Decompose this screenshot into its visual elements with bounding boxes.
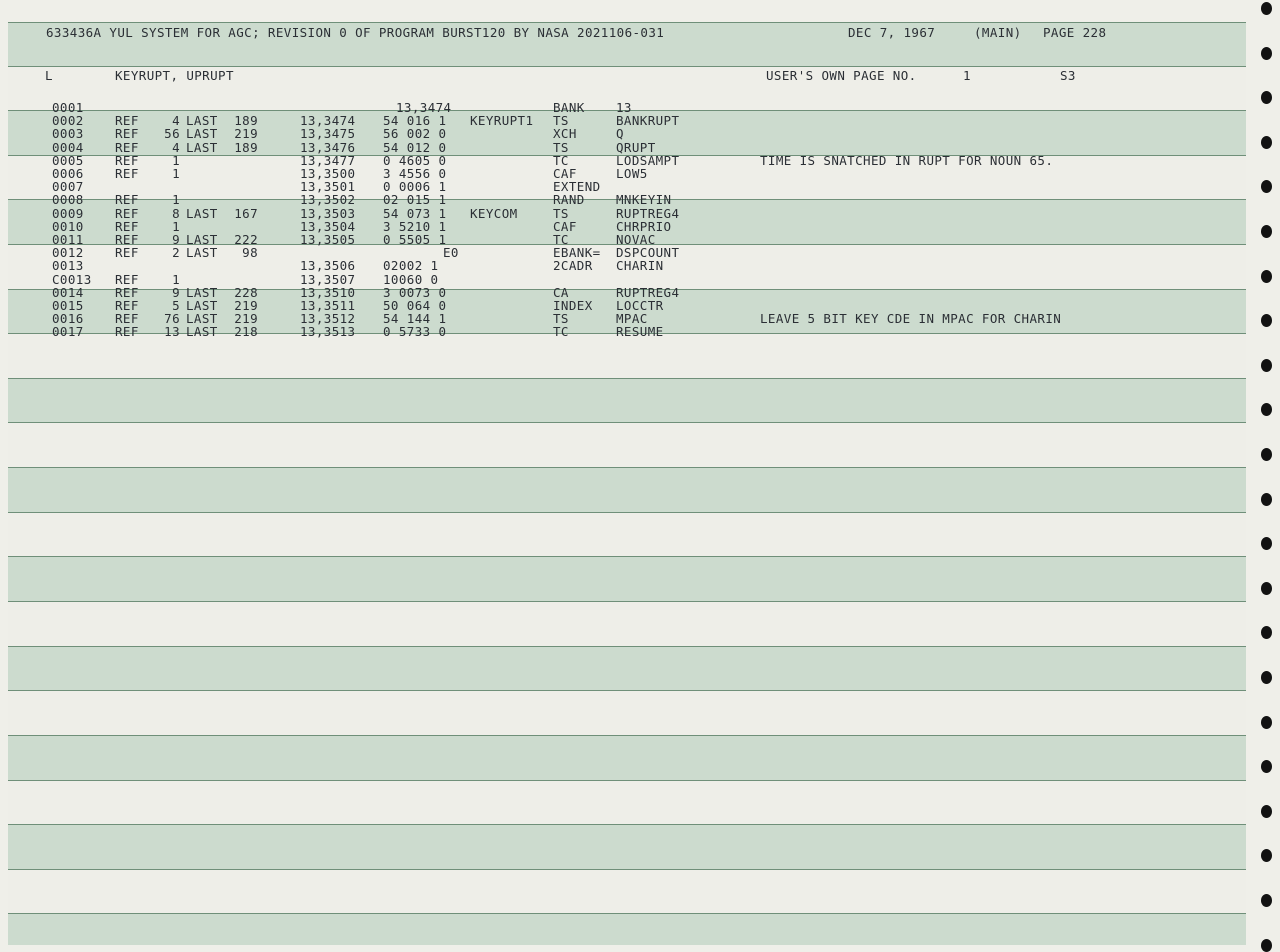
ref-count: 56 bbox=[164, 126, 180, 142]
feed-hole bbox=[1261, 180, 1272, 193]
line-sequence: 0005 bbox=[52, 152, 84, 168]
octal-word: 3 4556 0 bbox=[383, 166, 447, 181]
opcode: TC bbox=[553, 232, 569, 247]
paper-band bbox=[8, 780, 1246, 825]
operand: LOCCTR bbox=[616, 298, 664, 313]
ref-label: REF bbox=[115, 152, 139, 168]
operand: DSPCOUNT bbox=[616, 245, 680, 261]
feed-hole bbox=[1261, 894, 1272, 907]
opcode: TS bbox=[553, 139, 569, 155]
opcode: TS bbox=[553, 205, 569, 221]
last-label: LAST bbox=[186, 298, 218, 313]
listing-row bbox=[8, 207, 1246, 220]
feed-hole bbox=[1261, 136, 1272, 149]
feed-hole bbox=[1261, 671, 1272, 684]
last-page: 189 bbox=[234, 113, 258, 129]
header-page: PAGE 228 bbox=[1043, 25, 1107, 40]
paper-band bbox=[8, 869, 1246, 914]
line-sequence: C0013 bbox=[52, 271, 92, 287]
octal-word: 0 4605 0 bbox=[383, 152, 447, 168]
last-label: LAST bbox=[186, 205, 218, 221]
last-label: LAST bbox=[186, 139, 218, 155]
ref-count: 5 bbox=[172, 298, 180, 313]
line-sequence: 0011 bbox=[52, 232, 84, 247]
header-main: (MAIN) bbox=[974, 25, 1022, 40]
octal-word: 13,3474 bbox=[396, 100, 452, 115]
octal-word: 3 0073 0 bbox=[383, 284, 447, 300]
octal-word: 0 5505 1 bbox=[383, 232, 447, 247]
opcode: TC bbox=[553, 324, 569, 340]
ref-count: 13 bbox=[164, 324, 180, 340]
address: 13,3474 bbox=[300, 113, 356, 129]
last-page: 98 bbox=[242, 245, 258, 261]
operand: CHARIN bbox=[616, 258, 664, 274]
line-sequence: 0010 bbox=[52, 218, 84, 234]
feed-hole bbox=[1261, 626, 1272, 639]
comment: LEAVE 5 BIT KEY CDE IN MPAC FOR CHARIN bbox=[760, 311, 1062, 327]
feed-hole bbox=[1261, 225, 1272, 238]
feed-hole bbox=[1261, 2, 1272, 15]
octal-word: 3 5210 1 bbox=[383, 218, 447, 234]
listing-row bbox=[8, 114, 1246, 127]
last-label: LAST bbox=[186, 311, 218, 327]
ref-label: REF bbox=[115, 113, 139, 129]
last-page: 222 bbox=[234, 232, 258, 247]
address: 13,3510 bbox=[300, 284, 356, 300]
last-label: LAST bbox=[186, 284, 218, 300]
address: 13,3512 bbox=[300, 311, 356, 327]
octal-word: 10060 0 bbox=[383, 271, 439, 287]
operand: LODSAMPT bbox=[616, 152, 680, 168]
ref-label: REF bbox=[115, 166, 139, 181]
operand: RUPTREG4 bbox=[616, 205, 680, 221]
listing-row bbox=[8, 312, 1246, 325]
octal-word: 54 144 1 bbox=[383, 311, 447, 327]
ref-label: REF bbox=[115, 192, 139, 208]
symbol-label: KEYRUPT1 bbox=[470, 113, 534, 129]
listing-row bbox=[8, 299, 1246, 312]
feed-hole bbox=[1261, 314, 1272, 327]
feed-hole bbox=[1261, 582, 1272, 595]
last-page: 219 bbox=[234, 298, 258, 313]
ref-count: 1 bbox=[172, 192, 180, 208]
subheader-mode: L bbox=[45, 68, 53, 83]
address: 13,3501 bbox=[300, 179, 356, 195]
paper-band bbox=[8, 913, 1246, 945]
listing-row bbox=[8, 220, 1246, 233]
ref-label: REF bbox=[115, 311, 139, 327]
address: 13,3503 bbox=[300, 205, 356, 221]
listing-row bbox=[8, 154, 1246, 167]
feed-hole bbox=[1261, 47, 1272, 60]
ref-count: 4 bbox=[172, 139, 180, 155]
address: 13,3476 bbox=[300, 139, 356, 155]
feed-hole bbox=[1261, 359, 1272, 372]
line-sequence: 0002 bbox=[52, 113, 84, 129]
ref-count: 2 bbox=[172, 245, 180, 261]
last-label: LAST bbox=[186, 245, 218, 261]
octal-word: 54 073 1 bbox=[383, 205, 447, 221]
feed-hole bbox=[1261, 805, 1272, 818]
listing-row bbox=[8, 167, 1246, 180]
line-sequence: 0017 bbox=[52, 324, 84, 340]
line-sequence: 0008 bbox=[52, 192, 84, 208]
line-sequence: 0003 bbox=[52, 126, 84, 142]
last-label: LAST bbox=[186, 126, 218, 142]
octal-word: 0 5733 0 bbox=[383, 324, 447, 340]
paper-band bbox=[8, 333, 1246, 378]
paper-band bbox=[8, 512, 1246, 557]
octal-word: E0 bbox=[443, 245, 459, 261]
line-sequence: 0007 bbox=[52, 179, 84, 195]
opcode: TS bbox=[553, 311, 569, 327]
opcode: TS bbox=[553, 113, 569, 129]
last-label: LAST bbox=[186, 232, 218, 247]
feed-hole bbox=[1261, 91, 1272, 104]
feed-hole bbox=[1261, 537, 1272, 550]
octal-word: 50 064 0 bbox=[383, 298, 447, 313]
listing-row bbox=[8, 259, 1246, 272]
opcode: CAF bbox=[553, 218, 577, 234]
ref-label: REF bbox=[115, 218, 139, 234]
feed-hole bbox=[1261, 760, 1272, 773]
listing-row bbox=[8, 233, 1246, 246]
ref-count: 9 bbox=[172, 284, 180, 300]
feed-hole bbox=[1261, 939, 1272, 952]
listing-row bbox=[8, 141, 1246, 154]
listing-row bbox=[8, 273, 1246, 286]
opcode: RAND bbox=[553, 192, 585, 208]
ref-count: 4 bbox=[172, 113, 180, 129]
paper-band bbox=[8, 601, 1246, 646]
address: 13,3505 bbox=[300, 232, 356, 247]
printout-paper bbox=[8, 0, 1246, 945]
feed-hole bbox=[1261, 270, 1272, 283]
last-page: 189 bbox=[234, 139, 258, 155]
paper-band bbox=[8, 646, 1246, 691]
line-sequence: 0006 bbox=[52, 166, 84, 181]
ref-count: 76 bbox=[164, 311, 180, 327]
ref-count: 1 bbox=[172, 166, 180, 181]
line-sequence: 0012 bbox=[52, 245, 84, 261]
opcode: INDEX bbox=[553, 298, 593, 313]
octal-word: 02002 1 bbox=[383, 258, 439, 274]
address: 13,3504 bbox=[300, 218, 356, 234]
listing-row bbox=[8, 193, 1246, 206]
listing-row bbox=[8, 286, 1246, 299]
line-sequence: 0004 bbox=[52, 139, 84, 155]
operand: LOW5 bbox=[616, 166, 648, 181]
address: 13,3477 bbox=[300, 152, 356, 168]
opcode: 2CADR bbox=[553, 258, 593, 274]
address: 13,3511 bbox=[300, 298, 356, 313]
ref-label: REF bbox=[115, 245, 139, 261]
ref-label: REF bbox=[115, 298, 139, 313]
header-job-line: 633436A YUL SYSTEM FOR AGC; REVISION 0 OF PROGRAM BURST120 BY NASA 2021106-031 bbox=[46, 25, 665, 40]
octal-word: 56 002 0 bbox=[383, 126, 447, 142]
ref-count: 8 bbox=[172, 205, 180, 221]
operand: QRUPT bbox=[616, 139, 656, 155]
ref-label: REF bbox=[115, 139, 139, 155]
last-page: 167 bbox=[234, 205, 258, 221]
paper-band bbox=[8, 422, 1246, 467]
ref-label: REF bbox=[115, 271, 139, 287]
operand: MNKEYIN bbox=[616, 192, 672, 208]
address: 13,3502 bbox=[300, 192, 356, 208]
feed-hole bbox=[1261, 716, 1272, 729]
address: 13,3507 bbox=[300, 271, 356, 287]
opcode: BANK bbox=[553, 100, 585, 115]
paper-band bbox=[8, 467, 1246, 512]
listing-row bbox=[8, 246, 1246, 259]
paper-band bbox=[8, 690, 1246, 735]
ref-count: 9 bbox=[172, 232, 180, 247]
line-sequence: 0009 bbox=[52, 205, 84, 221]
opcode: EBANK= bbox=[553, 245, 601, 261]
users-page-label: USER'S OWN PAGE NO. bbox=[766, 68, 917, 83]
symbol-label: KEYCOM bbox=[470, 205, 518, 221]
address: 13,3475 bbox=[300, 126, 356, 142]
listing-row bbox=[8, 325, 1246, 338]
ref-label: REF bbox=[115, 284, 139, 300]
ref-label: REF bbox=[115, 205, 139, 221]
operand: RESUME bbox=[616, 324, 664, 340]
operand: MPAC bbox=[616, 311, 648, 327]
octal-word: 02 015 1 bbox=[383, 192, 447, 208]
subheader-title: KEYRUPT, UPRUPT bbox=[115, 68, 234, 83]
operand: Q bbox=[616, 126, 624, 142]
feed-hole bbox=[1261, 493, 1272, 506]
octal-word: 54 012 0 bbox=[383, 139, 447, 155]
paper-band bbox=[8, 824, 1246, 869]
feed-hole bbox=[1261, 403, 1272, 416]
opcode: CA bbox=[553, 284, 569, 300]
line-sequence: 0014 bbox=[52, 284, 84, 300]
tractor-feed-holes bbox=[1255, 0, 1280, 945]
listing-row bbox=[8, 101, 1246, 114]
listing-row bbox=[8, 127, 1246, 140]
listing-row bbox=[8, 180, 1246, 193]
feed-hole bbox=[1261, 849, 1272, 862]
ref-label: REF bbox=[115, 126, 139, 142]
line-sequence: 0016 bbox=[52, 311, 84, 327]
opcode: TC bbox=[553, 152, 569, 168]
line-sequence: 0013 bbox=[52, 258, 84, 274]
ref-count: 1 bbox=[172, 218, 180, 234]
header-date: DEC 7, 1967 bbox=[848, 25, 936, 40]
operand: BANKRUPT bbox=[616, 113, 680, 129]
last-page: 228 bbox=[234, 284, 258, 300]
opcode: XCH bbox=[553, 126, 577, 142]
ref-label: REF bbox=[115, 232, 139, 247]
octal-word: 0 0006 1 bbox=[383, 179, 447, 195]
last-page: 219 bbox=[234, 311, 258, 327]
line-sequence: 0001 bbox=[52, 100, 84, 115]
comment: TIME IS SNATCHED IN RUPT FOR NOUN 65. bbox=[760, 152, 1054, 168]
paper-band bbox=[8, 378, 1246, 423]
last-page: 218 bbox=[234, 324, 258, 340]
last-page: 219 bbox=[234, 126, 258, 142]
address: 13,3500 bbox=[300, 166, 356, 181]
opcode: CAF bbox=[553, 166, 577, 181]
operand: CHRPRIO bbox=[616, 218, 672, 234]
users-page-number: 1 bbox=[963, 68, 971, 83]
operand: RUPTREG4 bbox=[616, 284, 680, 300]
octal-word: 54 016 1 bbox=[383, 113, 447, 129]
paper-band bbox=[8, 735, 1246, 780]
operand: NOVAC bbox=[616, 232, 656, 247]
section-code: S3 bbox=[1060, 68, 1076, 83]
line-sequence: 0015 bbox=[52, 298, 84, 313]
feed-hole bbox=[1261, 448, 1272, 461]
paper-band bbox=[8, 556, 1246, 601]
address: 13,3506 bbox=[300, 258, 356, 274]
ref-count: 1 bbox=[172, 271, 180, 287]
opcode: EXTEND bbox=[553, 179, 601, 195]
last-label: LAST bbox=[186, 324, 218, 340]
ref-label: REF bbox=[115, 324, 139, 340]
address: 13,3513 bbox=[300, 324, 356, 340]
operand: 13 bbox=[616, 100, 632, 115]
last-label: LAST bbox=[186, 113, 218, 129]
ref-count: 1 bbox=[172, 152, 180, 168]
